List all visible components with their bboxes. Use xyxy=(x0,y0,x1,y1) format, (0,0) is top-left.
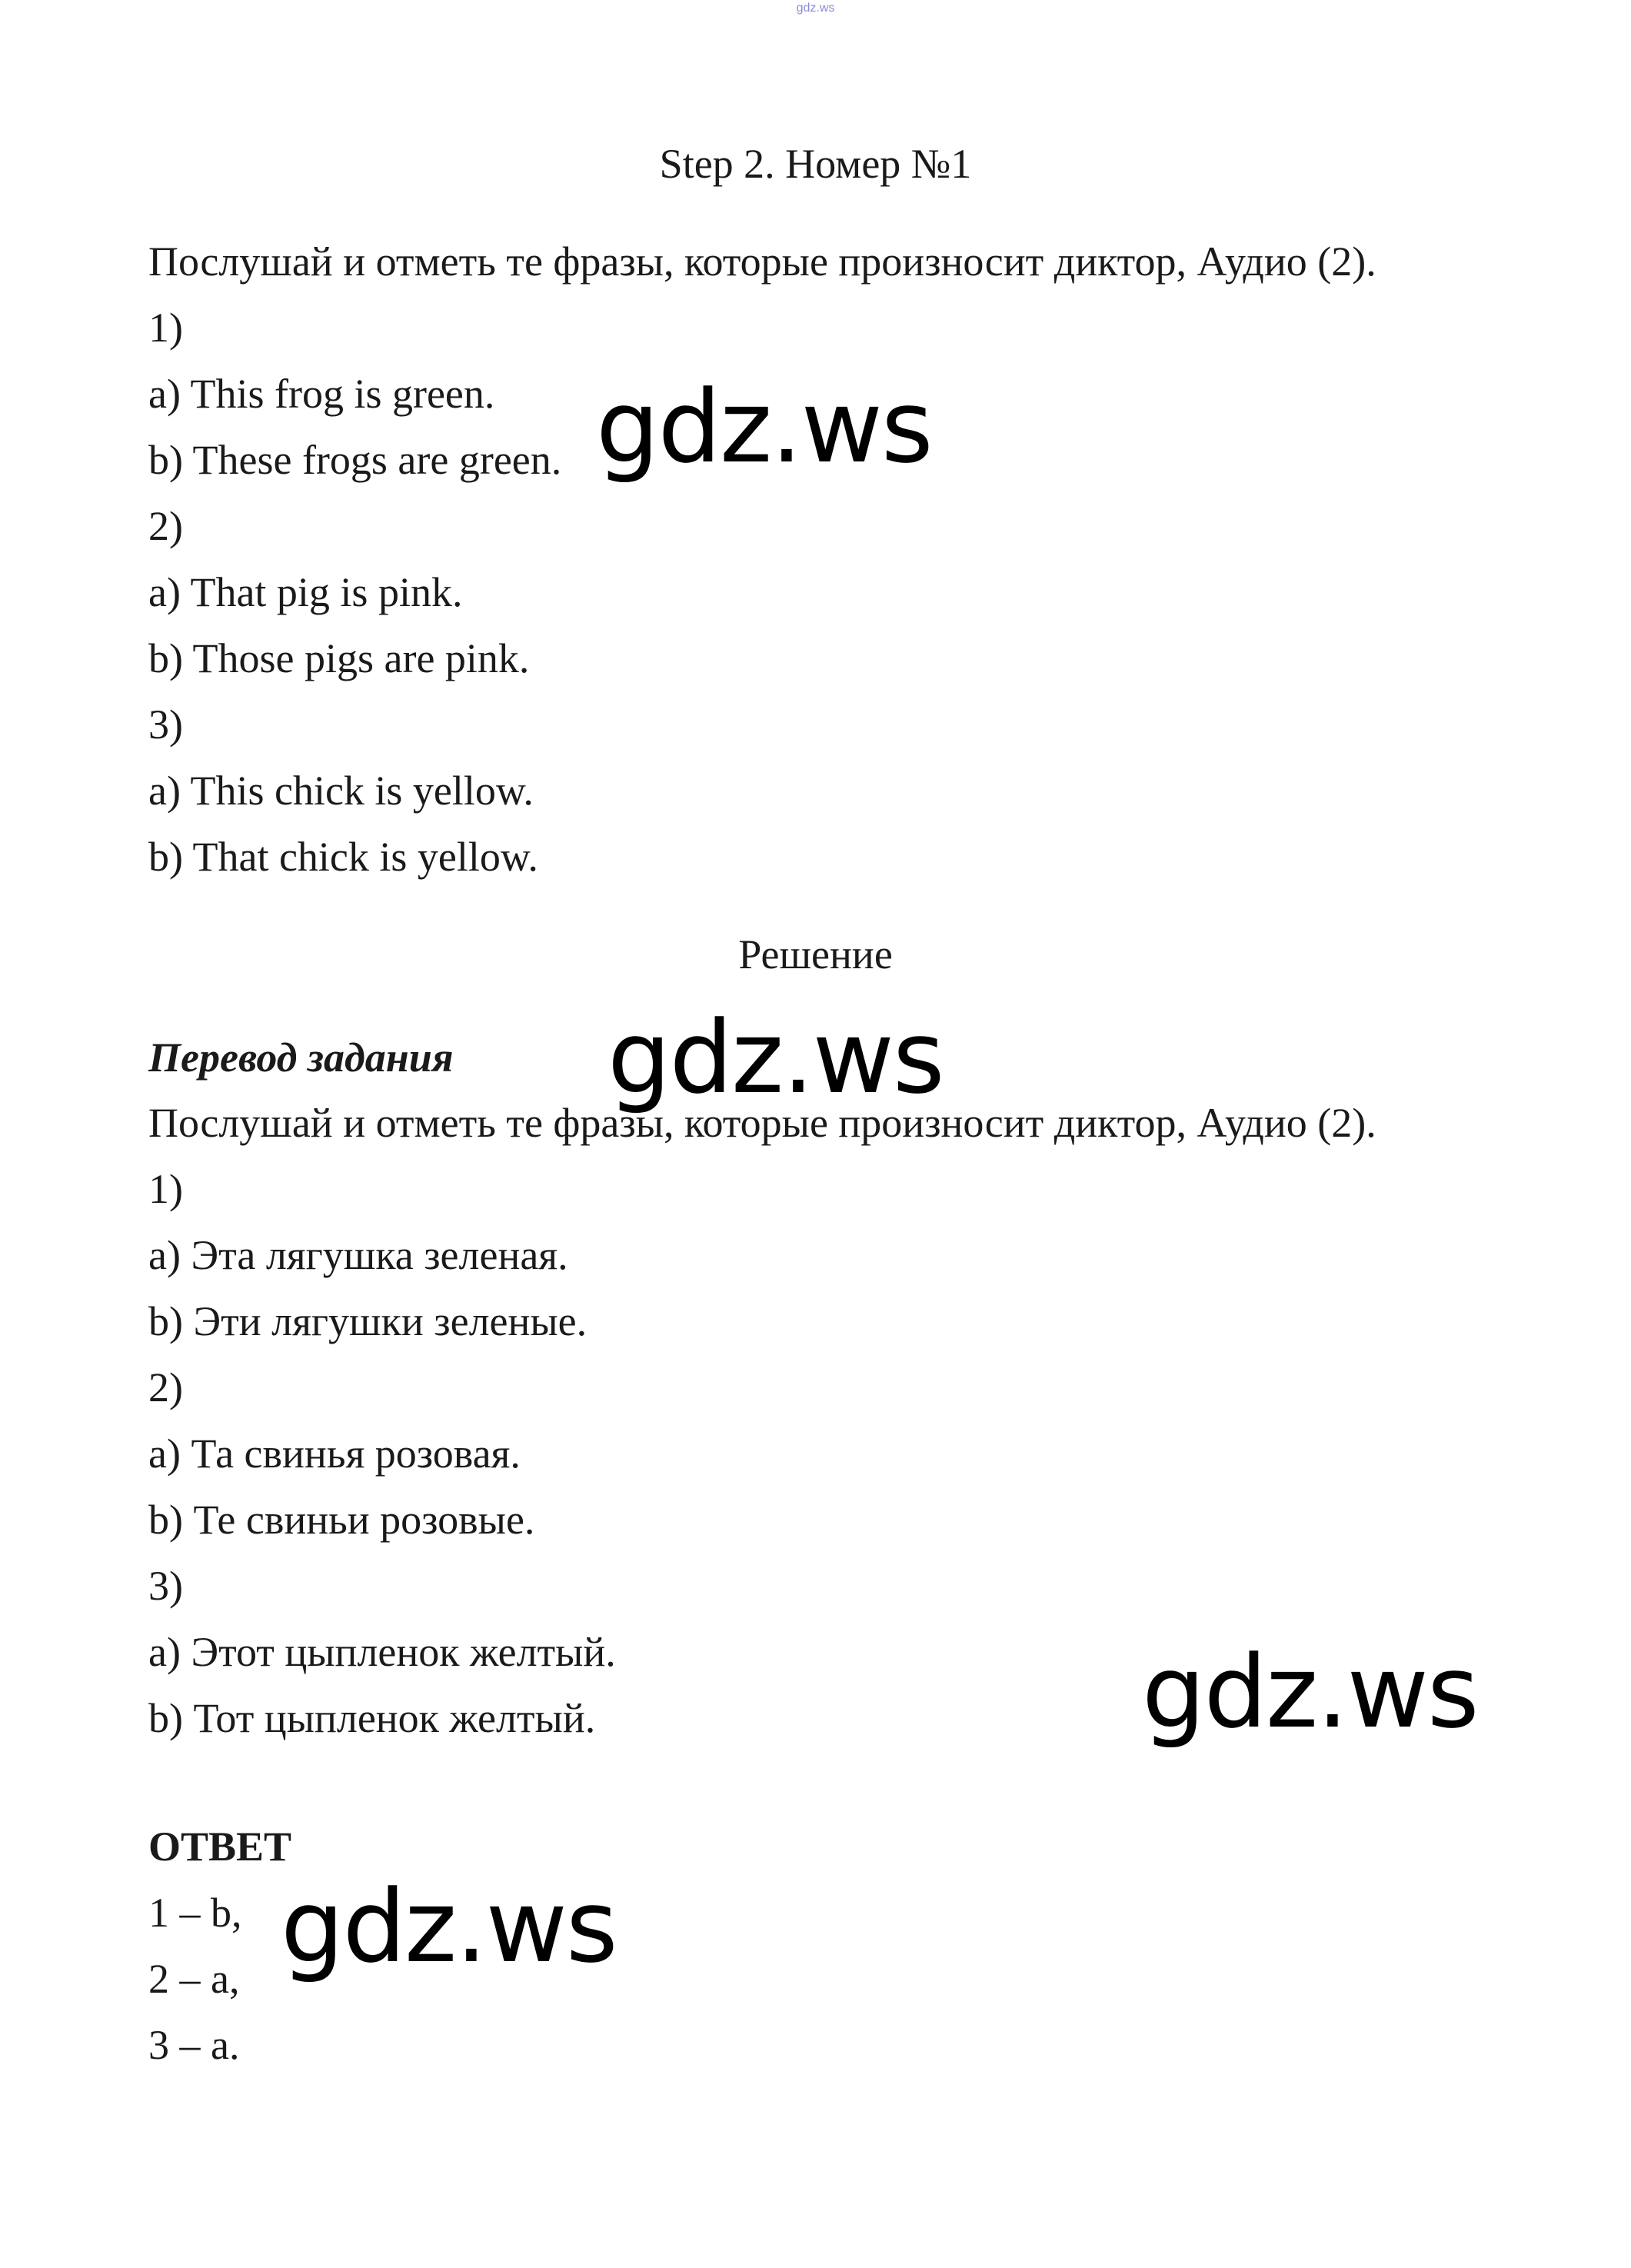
translation-option-b: b) Эти лягушки зеленые. xyxy=(148,1298,587,1344)
solution-heading: Решение xyxy=(738,931,893,977)
watermark-logo: gdz.ws xyxy=(281,1868,617,1985)
translation-option-b: b) Тот цыпленок желтый. xyxy=(148,1695,596,1741)
task-item-number: 1) xyxy=(148,305,183,351)
translation-heading: Перевод задания xyxy=(148,1034,454,1081)
task-option-b: b) That chick is yellow. xyxy=(148,834,538,880)
translation-item-number: 3) xyxy=(148,1563,183,1609)
watermark-logo: gdz.ws xyxy=(1142,1634,1478,1750)
task-option-b: b) Those pigs are pink. xyxy=(148,635,530,681)
translation-instruction: Послушай и отметь те фразы, которые произносит диктор, Аудио (2). xyxy=(148,1100,1376,1146)
answer-line: 2 – a, xyxy=(148,1956,240,2002)
answer-heading: ОТВЕТ xyxy=(148,1823,292,1870)
watermark-logo: gdz.ws xyxy=(596,368,932,485)
header-watermark: gdz.ws xyxy=(796,2,835,15)
answer-line: 1 – b, xyxy=(148,1890,242,1936)
task-option-a: a) This frog is green. xyxy=(148,371,495,417)
task-option-b: b) These frogs are green. xyxy=(148,437,562,483)
page-title: Step 2. Номер №1 xyxy=(659,141,972,187)
task-option-a: a) This chick is yellow. xyxy=(148,768,534,814)
translation-option-b: b) Те свиньи розовые. xyxy=(148,1497,535,1543)
translation-option-a: a) Этот цыпленок желтый. xyxy=(148,1629,616,1675)
task-item-number: 3) xyxy=(148,701,183,748)
translation-option-a: a) Эта лягушка зеленая. xyxy=(148,1232,568,1278)
task-item-number: 2) xyxy=(148,503,183,549)
translation-option-a: a) Та свинья розовая. xyxy=(148,1430,521,1477)
translation-item-number: 2) xyxy=(148,1364,183,1410)
answer-line: 3 – a. xyxy=(148,2022,240,2068)
task-option-a: a) That pig is pink. xyxy=(148,569,463,615)
task-instruction: Послушай и отметь те фразы, которые произносит диктор, Аудио (2). xyxy=(148,238,1376,285)
watermark-logo: gdz.ws xyxy=(607,999,944,1116)
translation-item-number: 1) xyxy=(148,1166,183,1212)
